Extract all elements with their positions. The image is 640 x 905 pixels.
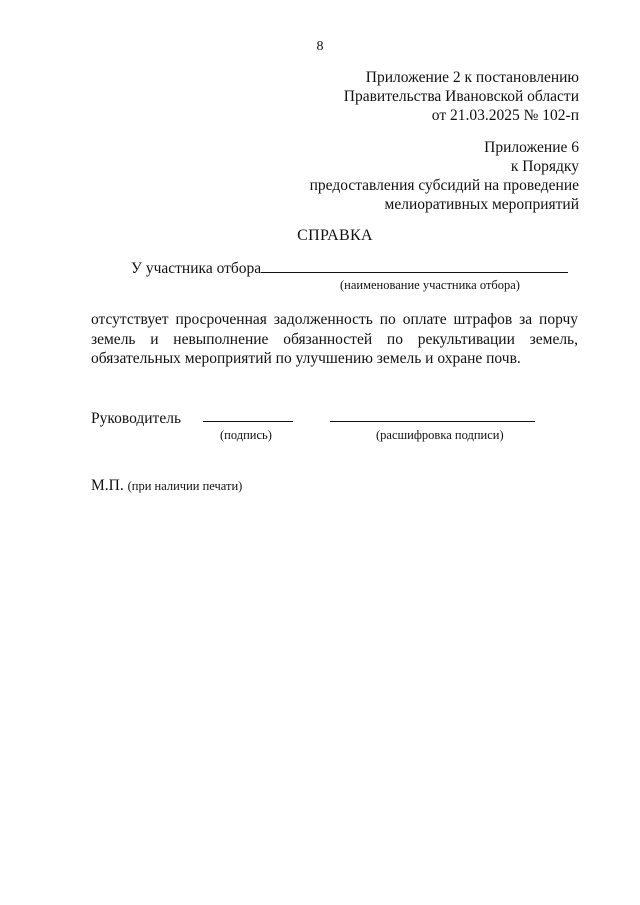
participant-hint: (наименование участника отбора) <box>340 278 520 292</box>
appendix-2-header <box>344 68 579 125</box>
appendix-2-line: от 21.03.2025 № 102-п <box>431 107 579 124</box>
appendix-6-line: предоставления субсидий на проведение <box>309 177 579 194</box>
participant-label: У участника отбора <box>131 260 262 277</box>
signature-name-hint: (расшифровка подписи) <box>376 428 504 442</box>
participant-row <box>131 258 568 278</box>
signature-hint: (подпись) <box>220 428 272 442</box>
appendix-6-line: мелиоративных мероприятий <box>384 196 579 213</box>
page-number: 8 <box>316 39 324 54</box>
appendix-6-line: Приложение 6 <box>484 139 579 156</box>
appendix-6-header <box>310 138 579 214</box>
seal-row <box>91 476 242 496</box>
appendix-2-line: Правительства Ивановской области <box>343 88 579 105</box>
appendix-6-line: к Порядку <box>510 158 579 175</box>
signature-name-field[interactable] <box>330 421 535 422</box>
signature-field[interactable] <box>203 421 293 422</box>
seal-label: М.П. <box>91 477 124 494</box>
signature-label: Руководитель <box>91 410 182 427</box>
document-title: СПРАВКА <box>297 227 373 244</box>
participant-name-field[interactable] <box>261 258 568 273</box>
body-paragraph: отсутствует просроченная задолженность по оплате штрафов за порчу земель и невыполнение обязанностей по рекультивации земель, обязательных мероприятий по улучшению земель и охране почв. <box>91 311 578 367</box>
seal-hint: (при наличии печати) <box>127 479 243 493</box>
appendix-2-line: Приложение 2 к постановлению <box>365 69 579 86</box>
